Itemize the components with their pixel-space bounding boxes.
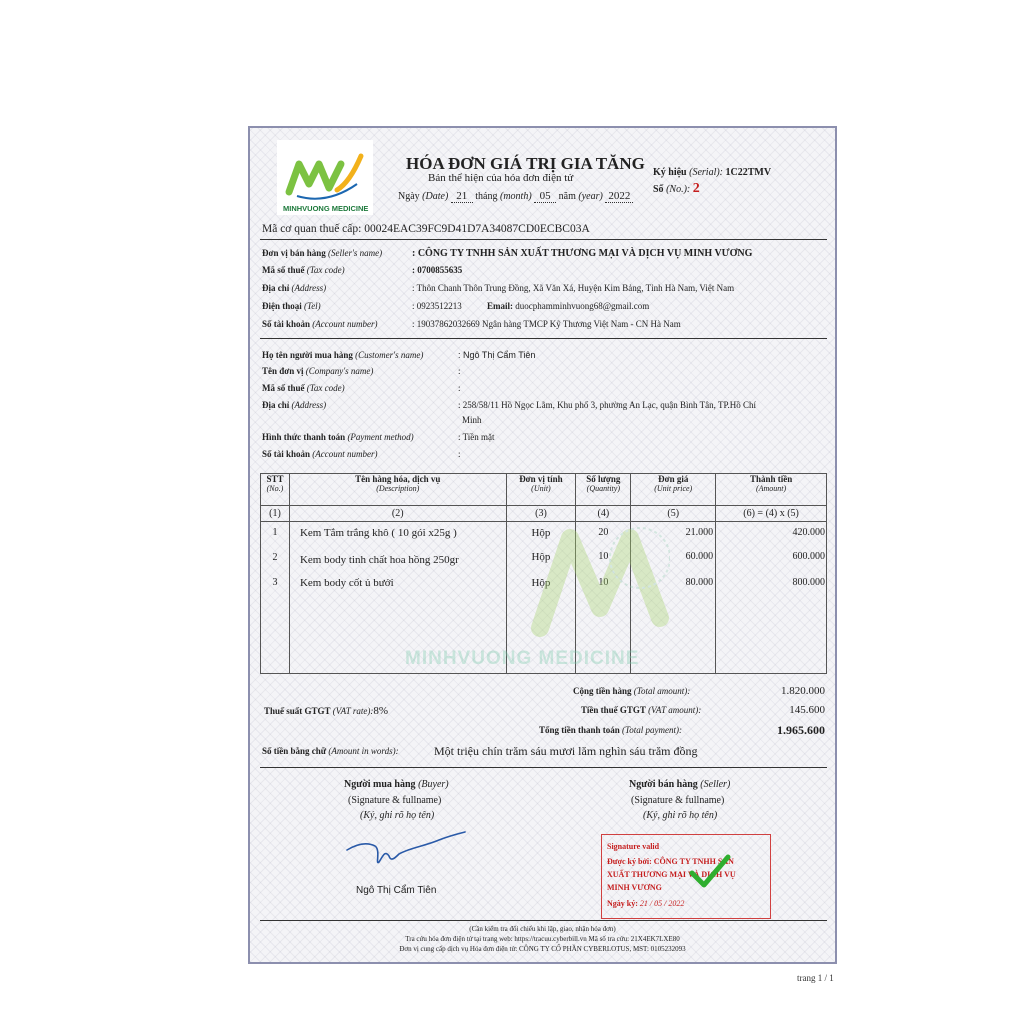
row-3-no: 3 xyxy=(272,577,278,588)
buyer-handwritten-signature xyxy=(345,828,475,878)
header-cell: Đơn vị tính (Unit) xyxy=(506,474,576,506)
amount-in-words: Một triệu chín trăm sáu mươi lăm nghìn sáu trăm đồng xyxy=(434,744,698,758)
buyer-address-line2: Minh xyxy=(462,415,482,425)
row-1-price: 21.000 xyxy=(685,527,714,538)
invoice-date: Ngày (Date) 21 tháng (month) 05 năm (year) 2022 xyxy=(398,190,633,203)
row-2-price: 60.000 xyxy=(685,551,714,562)
divider xyxy=(260,239,827,240)
invoice-subtitle: Bản thể hiện của hóa đơn điện tử xyxy=(428,172,574,184)
divider xyxy=(260,920,827,921)
invoice-number: Số (No.): 2 xyxy=(653,181,700,196)
buyer-sign-sub-vi: (Ký, ghi rõ họ tên) xyxy=(360,810,435,821)
header-cell: Số lượng (Quantity) xyxy=(576,474,631,506)
col-no xyxy=(261,522,290,674)
sign-date: Ngày ký: 21 / 05 / 2022 xyxy=(607,899,685,908)
signed-by-line3: MINH VƯƠNG xyxy=(607,883,662,892)
index-cell: (6) = (4) x (5) xyxy=(716,506,827,522)
buyer-tax-label: Mã số thuế (Tax code) xyxy=(262,383,345,393)
buyer-tax: : xyxy=(458,383,461,393)
vat-label: Tiền thuế GTGT (VAT amount): xyxy=(581,705,702,715)
seller-phone-label: Điện thoại (Tel) xyxy=(262,301,321,311)
buyer-name: : Ngô Thị Cẩm Tiên xyxy=(458,350,536,360)
seller-phone: : 0923512213 xyxy=(412,301,462,311)
buyer-name-label: Họ tên người mua hàng (Customer's name) xyxy=(262,350,424,360)
index-cell: (5) xyxy=(631,506,716,522)
total-value: 1.965.600 xyxy=(777,723,825,737)
signed-by-line2: XUẤT THƯƠNG MẠI VÀ DỊCH VỤ xyxy=(607,870,736,879)
header-cell: Thành tiền (Amount) xyxy=(716,474,827,506)
total-label: Tổng tiền thanh toán (Total payment): xyxy=(539,725,682,735)
row-3-unit: Hộp xyxy=(531,577,551,589)
buyer-company-label: Tên đơn vị (Company's name) xyxy=(262,366,374,376)
row-3-amount: 800.000 xyxy=(792,577,825,588)
signature-valid-title: Signature valid xyxy=(607,842,660,851)
subtotal-value: 1.820.000 xyxy=(781,685,825,697)
buyer-address-label: Địa chỉ (Address) xyxy=(262,400,327,410)
row-3-qty: 10 xyxy=(598,577,609,588)
buyer-payment: : Tiền mặt xyxy=(458,432,495,442)
row-1-desc: Kem Tắm trắng khô ( 10 gói x25g ) xyxy=(299,527,457,539)
row-1-unit: Hộp xyxy=(531,527,551,539)
seller-name: : CÔNG TY TNHH SẢN XUẤT THƯƠNG MẠI VÀ DỊCH VỤ MINH VƯƠNG xyxy=(412,248,753,259)
invoice-serial: Ký hiệu (Serial): 1C22TMV xyxy=(653,167,772,178)
header-cell: Tên hàng hóa, dịch vụ (Description) xyxy=(289,474,506,506)
header-cell: STT (No.) xyxy=(261,474,290,506)
header-cell: Đơn giá (Unit price) xyxy=(631,474,716,506)
buyer-printed-name: Ngô Thị Cẩm Tiên xyxy=(356,885,437,896)
seller-tax-code: : 0700855635 xyxy=(412,265,463,275)
subtotal-label: Cộng tiền hàng (Total amount): xyxy=(573,686,691,696)
seller-address-label: Địa chỉ (Address) xyxy=(262,283,327,293)
buyer-address-line1: : 258/58/11 Hồ Ngọc Lãm, Khu phố 3, phường An Lạc, quận Bình Tân, TP.Hồ Chí xyxy=(458,400,756,410)
seller-account-label: Số tài khoản (Account number) xyxy=(262,319,378,329)
signed-by-line1: Được ký bởi: CÔNG TY TNHH SẢN xyxy=(607,857,734,866)
row-2-amount: 600.000 xyxy=(792,551,825,562)
footer-provider: Đơn vị cung cấp dịch vụ Hóa đơn điện tử: CÔNG TY CỔ PHẦN CYBERLOTUS, MST: 0105232093 xyxy=(399,945,686,953)
company-logo xyxy=(277,140,373,215)
seller-sign-title: Người bán hàng (Seller) xyxy=(629,779,731,790)
seller-email: Email: duocphamminhvuong68@gmail.com xyxy=(487,301,650,311)
tax-authority-code: Mã cơ quan thuế cấp: 00024EAC39FC9D41D7A34087CD0ECBC03A xyxy=(262,223,590,235)
digital-signature-box xyxy=(601,834,771,919)
row-2-unit: Hộp xyxy=(531,551,551,563)
seller-sign-sub-en: (Signature & fullname) xyxy=(631,795,725,806)
buyer-account: : xyxy=(458,449,461,459)
row-2-qty: 10 xyxy=(598,551,609,562)
seller-address: : Thôn Chanh Thôn Trung Đồng, Xã Văn Xá, Huyện Kim Bảng, Tỉnh Hà Nam, Việt Nam xyxy=(412,283,735,293)
row-2-no: 2 xyxy=(272,552,278,563)
index-cell: (4) xyxy=(576,506,631,522)
row-1-qty: 20 xyxy=(598,527,609,538)
row-1-amount: 420.000 xyxy=(792,527,825,538)
index-cell: (3) xyxy=(506,506,576,522)
buyer-company: : xyxy=(458,366,461,376)
invoice-document xyxy=(248,126,837,964)
logo-text: MINHVUONG MEDICINE xyxy=(283,204,369,213)
seller-sign-sub-vi: (Ký, ghi rõ họ tên) xyxy=(643,810,718,821)
amount-in-words-label: Số tiền bằng chữ (Amount in words): xyxy=(262,746,399,756)
index-cell: (1) xyxy=(261,506,290,522)
buyer-sign-sub-en: (Signature & fullname) xyxy=(348,795,442,806)
table-header-row xyxy=(261,474,827,506)
buyer-account-label: Số tài khoản (Account number) xyxy=(262,449,378,459)
index-cell: (2) xyxy=(289,506,506,522)
vat-value: 145.600 xyxy=(789,704,825,716)
row-3-price: 80.000 xyxy=(685,577,714,588)
row-2-desc: Kem body tinh chất hoa hồng 250gr xyxy=(299,554,459,566)
buyer-payment-label: Hình thức thanh toán (Payment method) xyxy=(262,432,414,442)
seller-account: : 19037862032669 Ngân hàng TMCP Kỹ Thương Việt Nam - CN Hà Nam xyxy=(412,319,681,329)
divider xyxy=(260,338,827,339)
divider xyxy=(260,767,827,768)
vat-rate: Thuế suất GTGT (VAT rate):8% xyxy=(264,705,389,717)
footer-note: (Cần kiểm tra đối chiếu khi lập, giao, nhận hóa đơn) xyxy=(469,925,616,933)
seller-tax-label: Mã số thuế (Tax code) xyxy=(262,265,345,275)
watermark-logo-icon xyxy=(530,508,670,648)
invoice-title: HÓA ĐƠN GIÁ TRỊ GIA TĂNG xyxy=(406,154,645,173)
checkmark-icon xyxy=(688,853,732,891)
page-number: trang 1 / 1 xyxy=(797,973,834,983)
seller-name-label: Đơn vị bán hàng (Seller's name) xyxy=(262,248,383,258)
row-3-desc: Kem body cốt ủ bưởi xyxy=(299,577,394,589)
watermark-text: MINHVUONG MEDICINE xyxy=(405,648,640,669)
buyer-sign-title: Người mua hàng (Buyer) xyxy=(344,779,449,790)
footer-lookup: Tra cứu hóa đơn điện tử tại trang web: https://tracuu.cyberbill.vn Mã số tra cứu: 21X4EK7LXE80 xyxy=(405,935,680,943)
col-amount xyxy=(716,522,827,674)
row-1-no: 1 xyxy=(272,527,278,538)
